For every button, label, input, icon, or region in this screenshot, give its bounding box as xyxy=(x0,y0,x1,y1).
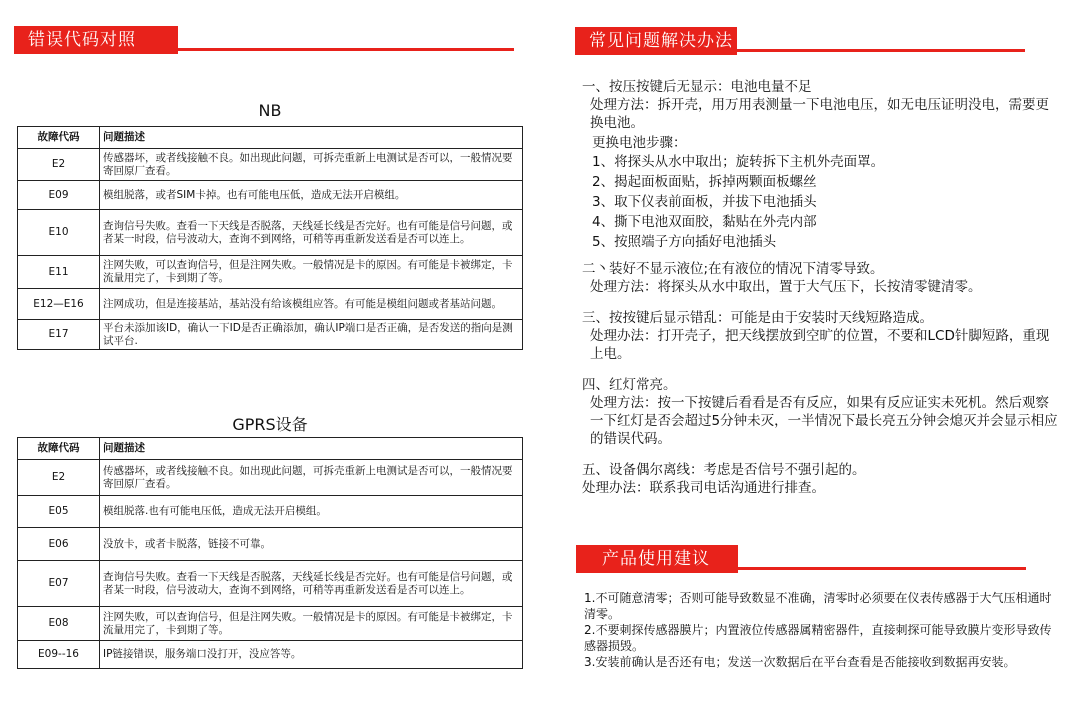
error-description: 传感器坏，或者线接触不良。如出现此问题，可拆壳重新上电测试是否可以，一般情况要寄回原厂查看。 xyxy=(100,149,523,181)
advice-section-title: 产品使用建议 xyxy=(576,545,738,573)
error-code: E11 xyxy=(18,256,100,289)
faq-content xyxy=(582,78,1062,497)
error-code: E05 xyxy=(18,496,100,528)
section-underline xyxy=(737,49,1025,52)
faq-step: 2、揭起面板面贴，拆掉两颗面板螺丝 xyxy=(592,174,817,190)
table-row xyxy=(18,181,523,210)
advice-list xyxy=(584,590,1054,670)
table-row xyxy=(18,607,523,641)
faq-q2-title: 二丶装好不显示液位;在有液位的情况下清零导致。 xyxy=(582,261,884,277)
faq-q1-title: 一、按压按键后无显示：电池电量不足 xyxy=(582,79,812,95)
error-description: 注网失败，可以查询信号，但是注网失败。一般情况是卡的原因。有可能是卡被绑定，卡流量用完了，卡到期了等。 xyxy=(100,607,523,641)
faq-q1-steps-title: 更换电池步骤： xyxy=(592,135,687,151)
faq-q4-method: 处理方法：按一下按键后看看是否有反应，如果有反应证实未死机。然后观察一下红灯是否会超过5分钟未灭，一半情况下最长亮五分钟会熄灭并会显示相应的错误代码。 xyxy=(590,395,1058,447)
error-code: E12—E16 xyxy=(18,289,100,320)
error-code: E07 xyxy=(18,561,100,607)
column-header-code: 故障代码 xyxy=(18,127,100,149)
faq-section-header xyxy=(575,27,1025,55)
error-description: 模组脱落.也有可能电压低，造成无法开启模组。 xyxy=(100,496,523,528)
table-row xyxy=(18,641,523,669)
error-description: 注网失败，可以查询信号，但是注网失败。一般情况是卡的原因。有可能是卡被绑定，卡流量用完了，卡到期了等。 xyxy=(100,256,523,289)
error-description: 查询信号失败。查看一下天线是否脱落，天线延长线是否完好。也有可能是信号问题，或者某一时段，信号波动大，查询不到网络，可稍等再重新发送看是否可以连上。 xyxy=(100,210,523,256)
column-header-code: 故障代码 xyxy=(18,438,100,460)
faq-q5-title: 五、设备偶尔离线：考虑是否信号不强引起的。 xyxy=(582,462,866,478)
gprs-table-title: GPRS设备 xyxy=(232,415,308,434)
table-row xyxy=(18,149,523,181)
section-underline xyxy=(178,48,514,51)
error-code: E2 xyxy=(18,460,100,496)
error-description: 传感器坏，或者线接触不良。如出现此问题，可拆壳重新上电测试是否可以，一般情况要寄回原厂查看。 xyxy=(100,460,523,496)
table-row xyxy=(18,320,523,350)
error-description: 注网成功，但是连接基站，基站没有给该模组应答。有可能是模组问题或者基站问题。 xyxy=(100,289,523,320)
table-row xyxy=(18,289,523,320)
error-code: E09--16 xyxy=(18,641,100,669)
error-description: 查询信号失败。查看一下天线是否脱落，天线延长线是否完好。也有可能是信号问题，或者某一时段，信号波动大，查询不到网络，可稍等再重新发送看是否可以连上。 xyxy=(100,561,523,607)
table-row xyxy=(18,528,523,561)
error-code: E2 xyxy=(18,149,100,181)
table-row xyxy=(18,561,523,607)
advice-section-header xyxy=(576,545,1026,573)
advice-item: 1.不可随意清零；否则可能导致数显不准确，清零时必须要在仪表传感器于大气压相通时清零。 xyxy=(584,591,1052,621)
error-code: E10 xyxy=(18,210,100,256)
table-row xyxy=(18,460,523,496)
error-code: E06 xyxy=(18,528,100,561)
table-header-row xyxy=(18,438,523,460)
column-header-description: 问题描述 xyxy=(100,438,523,460)
error-code: E08 xyxy=(18,607,100,641)
error-code-section-title: 错误代码对照 xyxy=(14,26,178,54)
faq-step: 4、撕下电池双面胶，黏贴在外壳内部 xyxy=(592,214,817,230)
gprs-error-table xyxy=(17,437,523,669)
faq-q3-title: 三、按按键后显示错乱：可能是由于安装时天线短路造成。 xyxy=(582,310,933,326)
table-row xyxy=(18,496,523,528)
faq-step: 1、将探头从水中取出；旋转拆下主机外壳面罩。 xyxy=(592,154,885,170)
error-description: 没放卡，或者卡脱落，链接不可靠。 xyxy=(100,528,523,561)
error-description: 模组脱落，或者SIM卡掉。也有可能电压低，造成无法开启模组。 xyxy=(100,181,523,210)
faq-q4-title: 四、红灯常亮。 xyxy=(582,377,677,393)
column-header-description: 问题描述 xyxy=(100,127,523,149)
error-description: 平台未添加该ID，确认一下ID是否正确添加，确认IP端口是否正确，是否发送的指向是测试平台. xyxy=(100,320,523,350)
error-code-section-header xyxy=(14,26,514,54)
faq-q1-method: 处理方法：拆开壳，用万用表测量一下电池电压，如无电压证明没电，需要更换电池。 xyxy=(590,97,1049,131)
faq-section-title: 常见问题解决办法 xyxy=(575,27,737,55)
error-code: E17 xyxy=(18,320,100,350)
faq-step: 3、取下仪表前面板，并拔下电池插头 xyxy=(592,194,817,210)
error-description: IP链接错误，服务端口没打开，没应答等。 xyxy=(100,641,523,669)
nb-error-table xyxy=(17,126,523,350)
faq-q2-method: 处理方法：将探头从水中取出，置于大气压下，长按清零键清零。 xyxy=(590,279,982,295)
table-header-row xyxy=(18,127,523,149)
error-code: E09 xyxy=(18,181,100,210)
section-underline xyxy=(738,567,1026,570)
faq-step: 5、按照端子方向插好电池插头 xyxy=(592,234,777,250)
advice-item: 3.安装前确认是否还有电；发送一次数据后在平台查看是否能接收到数据再安装。 xyxy=(584,655,1016,669)
nb-table-title: NB xyxy=(258,101,282,120)
faq-q3-method: 处理办法：打开壳子，把天线摆放到空旷的位置，不要和LCD针脚短路，重现上电。 xyxy=(590,328,1050,362)
advice-item: 2.不要刺探传感器膜片；内置液位传感器属精密器件，直接刺探可能导致膜片变形导致传感器损毁。 xyxy=(584,623,1052,653)
faq-q5-method: 处理办法：联系我司电话沟通进行排查。 xyxy=(582,480,825,496)
table-row xyxy=(18,256,523,289)
table-row xyxy=(18,210,523,256)
